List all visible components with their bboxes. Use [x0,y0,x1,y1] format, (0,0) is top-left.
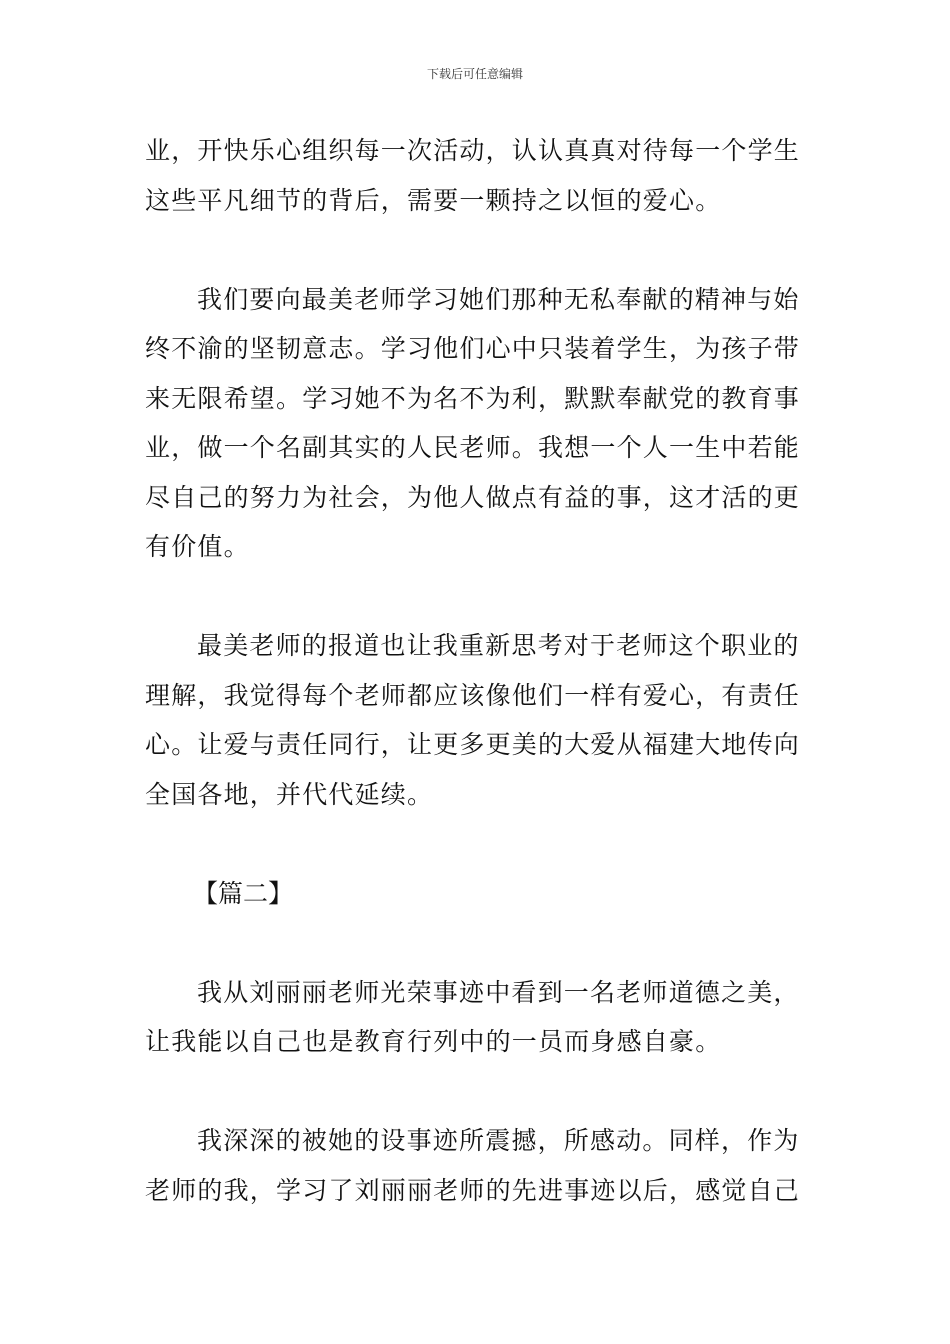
text-line: 心。让爱与责任同行，让更多更美的大爱从福建大地传向 [145,730,801,759]
text-line: 尽自己的努力为社会，为他人做点有益的事，这才活的更 [145,482,801,512]
paragraph-continuation [145,126,810,225]
text-line: 让我能以自己也是教育行列中的一员而身感自豪。 [145,1027,722,1056]
paragraph [145,1116,810,1215]
paragraph [145,968,810,1067]
text-line: 我们要向最美老师学习她们那种无私奉献的精神与始 [197,284,800,314]
paragraph-gap [145,225,810,275]
text-line: 老师的我，学习了刘丽丽老师的先进事迹以后，感觉自己 [145,1175,801,1205]
text-line: 我深深的被她的设事迹所震撼，所感动。同样，作为 [197,1126,800,1155]
section-heading: 【篇二】 [193,878,294,908]
paragraph-gap [145,918,810,968]
text-line: 最美老师的报道也让我重新思考对于老师这个职业的 [197,631,800,660]
paragraph [145,275,810,572]
paragraph-gap [145,572,810,622]
page-header-note: 下载后可任意编辑 [426,67,523,81]
text-line: 业，开快乐心组织每一次活动，认认真真对待每一个学生 [145,136,801,165]
text-line: 来无限希望。学习她不为名不为利，默默奉献党的教育事 [145,383,801,413]
paragraph [145,621,810,819]
text-line: 全国各地，并代代延续。 [145,779,434,809]
text-line: 理解，我觉得每个老师都应该像他们一样有爱心，有责任 [145,680,801,710]
text-line: 我从刘丽丽老师光荣事迹中看到一名老师道德之美， [197,977,800,1007]
text-line: 这些平凡细节的背后，需要一颗持之以恒的爱心。 [145,185,722,215]
paragraph-gap [145,819,810,869]
text-line: 业，做一个名副其实的人民老师。我想一个人一生中若能 [145,433,801,462]
text-line: 终不渝的坚韧意志。学习他们心中只装着学生，为孩子带 [145,334,801,363]
document-body [145,126,810,1215]
text-line: 有价值。 [145,532,250,561]
paragraph-gap [145,1067,810,1117]
